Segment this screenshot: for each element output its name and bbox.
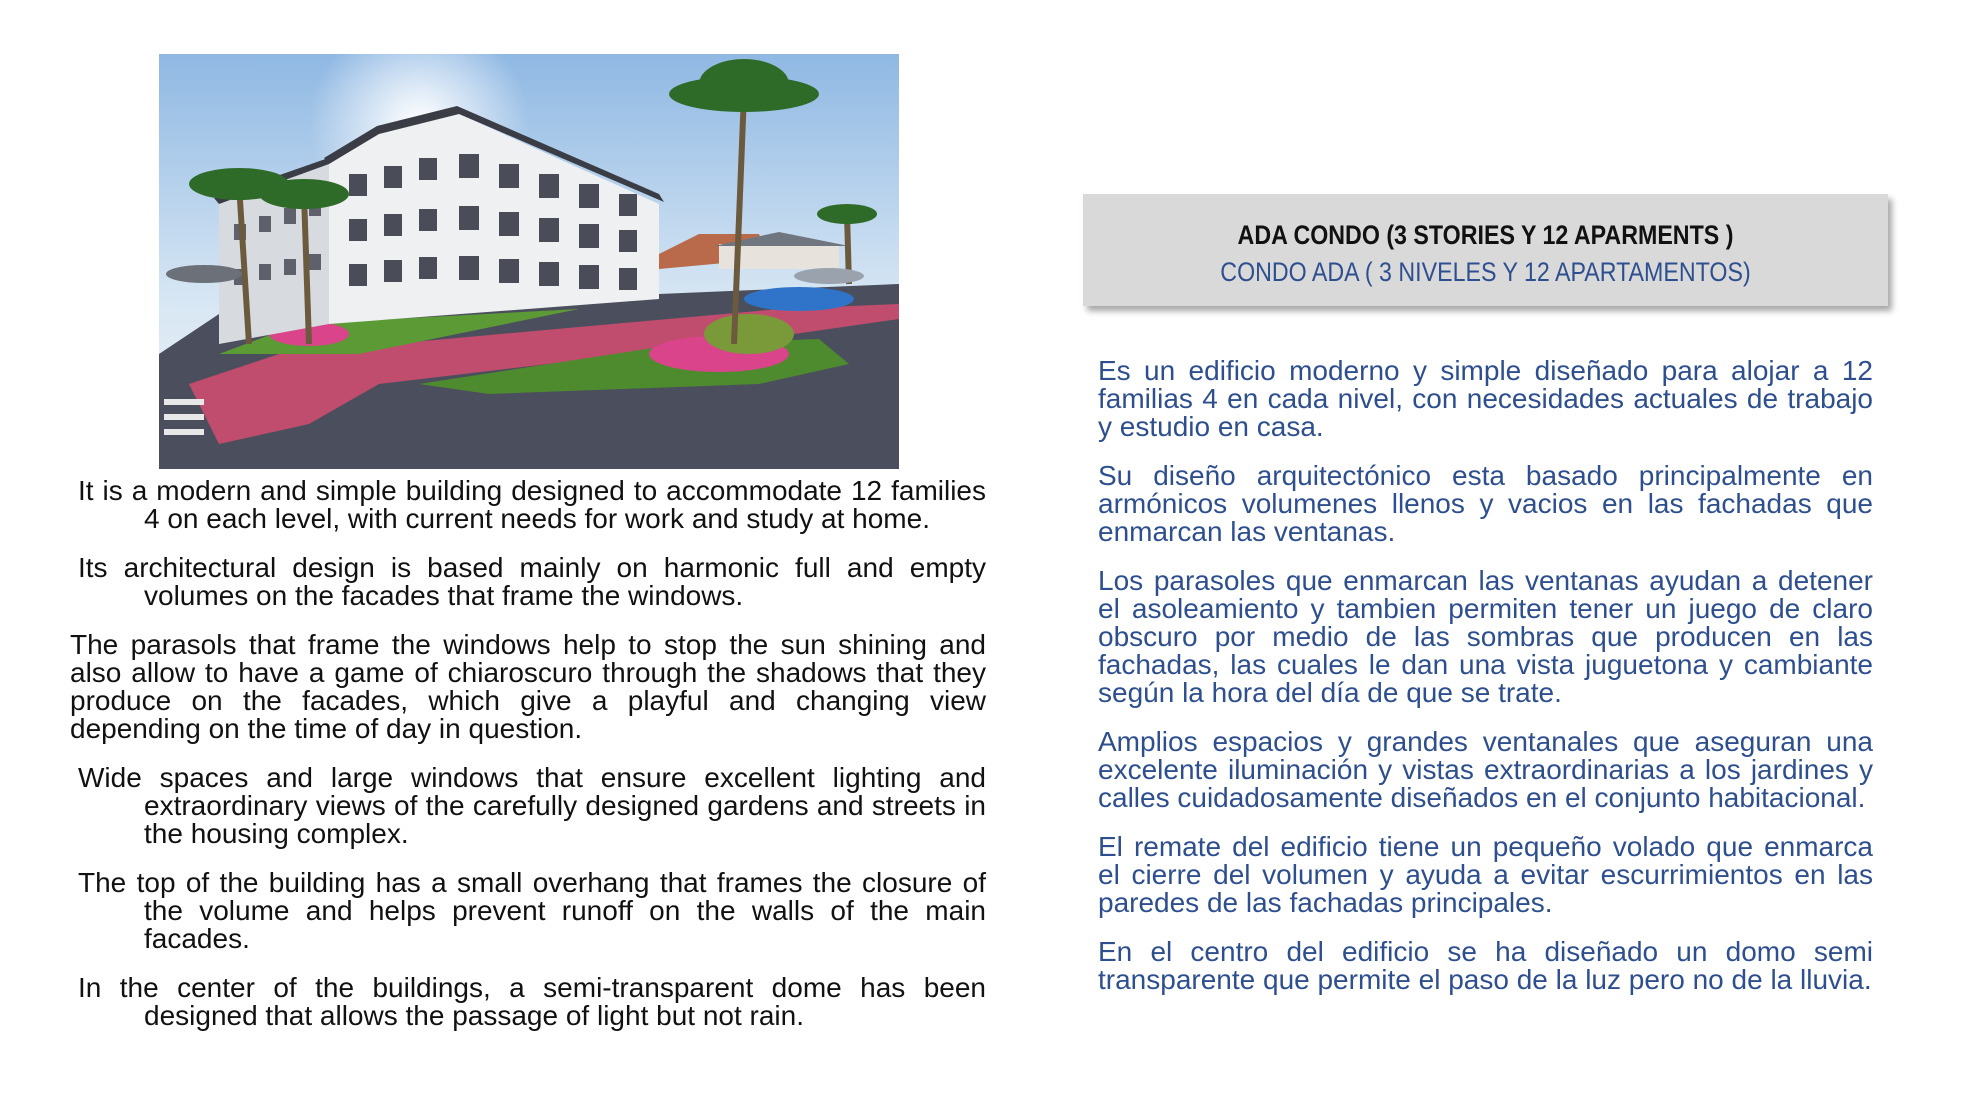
english-description <box>70 477 986 1051</box>
spanish-paragraph: Su diseño arquitectónico esta basado principalmente en armónicos volumenes llenos y vacios en las fachadas que enmarcan las ventanas. <box>1098 460 1873 547</box>
english-paragraph: Wide spaces and large windows that ensure excellent lighting and extraordinary views of the carefully designed gardens and streets in the housing complex. <box>78 762 986 849</box>
spanish-paragraph: Es un edificio moderno y simple diseñado para alojar a 12 familias 4 en cada nivel, con necesidades actuales de trabajo y estudio en casa. <box>1098 355 1873 442</box>
spanish-paragraph: En el centro del edificio se ha diseñado un domo semi transparente que permite el paso de la luz pero no de la lluvia. <box>1098 936 1873 995</box>
english-paragraph: The top of the building has a small overhang that frames the closure of the volume and helps prevent runoff on the walls of the main facades. <box>78 867 986 954</box>
spanish-paragraph: Los parasoles que enmarcan las ventanas ayudan a detener el asoleamiento y tambien permiten tener un juego de claro obscuro por medio de las sombras que producen en las fachadas, las cuales le dan una vista juguetona y cambiante según la hora del día de que se trate. <box>1098 565 1873 708</box>
building-rendering-image <box>159 54 899 469</box>
english-paragraph: In the center of the buildings, a semi-transparent dome has been designed that allows the passage of light but not rain. <box>78 972 986 1031</box>
english-paragraph: The parasols that frame the windows help to stop the sun shining and also allow to have a game of chiaroscuro through the shadows that they produce on the facades, which give a playful and changing view depending on the time of day in question. <box>70 629 986 744</box>
spanish-paragraph: Amplios espacios y grandes ventanales que aseguran una excelente iluminación y vistas extraordinarias a los jardines y calles cuidadosamente diseñados en el conjunto habitacional. <box>1098 726 1873 813</box>
english-paragraph: Its architectural design is based mainly on harmonic full and empty volumes on the facades that frame the windows. <box>78 552 986 611</box>
title-spanish: CONDO ADA ( 3 NIVELES Y 12 APARTAMENTOS) <box>1220 257 1751 287</box>
title-box <box>1083 194 1888 306</box>
title-english: ADA CONDO (3 STORIES Y 12 APARMENTS ) <box>1237 220 1734 250</box>
english-paragraph: It is a modern and simple building designed to accommodate 12 families 4 on each level, with current needs for work and study at home. <box>78 475 986 534</box>
spanish-paragraph: El remate del edificio tiene un pequeño volado que enmarca el cierre del volumen y ayuda a evitar escurrimientos en las paredes de las fachadas principales. <box>1098 831 1873 918</box>
spanish-description <box>1098 357 1873 1015</box>
